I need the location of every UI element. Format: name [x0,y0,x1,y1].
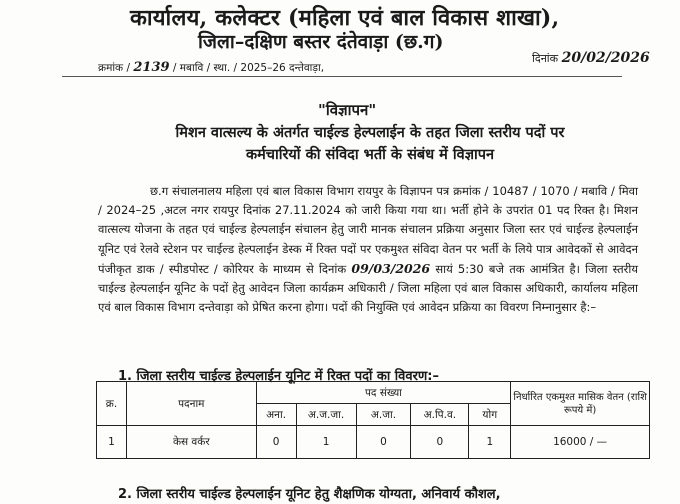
col-total-header: योग [469,404,511,426]
advertisement-title: "विज्ञापन" [318,101,377,119]
date-value: 20/02/2026 [561,50,650,66]
section-1-heading: 1. जिला स्तरीय चाईल्ड हेल्पलाईन यूनिट में रिक्त पदों का विवरण:– [118,369,439,384]
reference-number [98,60,324,75]
office-name: कार्यालय, कलेक्टर (महिला एवं बाल विकास शाखा), [130,5,560,31]
office-district: जिला–दक्षिण बस्तर दंतेवाड़ा (छ.ग) [198,31,444,53]
advertisement-subject [110,122,630,166]
row-sc: 0 [356,426,411,459]
section-2-heading: 2. जिला स्तरीय चाईल्ड हेल्पलाईन यूनिट हेतु शैक्षणिक योग्यता, अनिवार्य कौशल, [118,487,501,502]
col-sno-header: क्र. [97,382,127,426]
vacancy-table [96,381,650,459]
col-unreserved-header: अना. [256,404,296,426]
col-post-header: पदनाम [126,382,256,426]
col-obc-header: अ.पि.व. [411,404,469,426]
issue-date [532,50,650,66]
body-part-1: छ.ग संचालनालय महिला एवं बाल विकास विभाग रायपुर के विज्ञापन पत्र क्रमांक / 10487 / 1070 / मबावि / मिवा / 2024–25 ,अटल नगर रायपुर दिनांक 27.11.2024 को जारी किया गया था। भर्ती होने के उपरांत 01 पद रिक्त है। मिशन वात्सल्य योजना के तहत एवं चाईल्ड हेल्पलाईन संचालन हेतु जारी मानक संचालन प्रक्रिया अनुसार जिला स्तर एवं चाईल्ड हेल्पलाईन यूनिट एवं रेलवे स्टेशन पर चाईल्ड हेल्पलाईन डेस्क में रिक्त पदों पर एकमुश्त संविदा वेतन पर भर्ती के लिये पात्र आवेदकों से आवेदन पंजीकृत डाक / स्पीडपोस्ट / कोरियर के माध्यम से दिनांक [98,184,638,276]
table-row [97,426,650,459]
col-count-group-header: पद संख्या [256,382,511,404]
application-deadline: 09/03/2026 [351,260,431,276]
body-paragraph [98,182,638,317]
subject-line-2: कर्मचारियों की संविदा भर्ती के संबंध में विज्ञापन [245,147,495,163]
row-obc: 0 [411,426,469,459]
reference-handwritten-number: 2139 [133,60,170,75]
col-st-header: अ.ज.जा. [296,404,356,426]
date-label: दिनांक [532,52,559,65]
row-unreserved: 0 [256,426,296,459]
col-salary-header: निर्धारित एकमुश्त मासिक वेतन (राशि रूपये में) [511,382,650,426]
reference-suffix: / मबावि / स्था. / 2025–26 दन्तेवाड़ा, [172,62,325,74]
subject-line-1: मिशन वात्सल्य के अंतर्गत चाईल्ड हेल्पलाईन के तहत जिला स्तरीय पदों पर [175,125,565,141]
row-salary: 16000 / — [511,426,650,459]
row-st: 1 [296,426,356,459]
reference-prefix: क्रमांक / [98,62,131,74]
row-total: 1 [469,426,511,459]
body-part-2: सायं 5:30 बजे तक आमंत्रित है। जिला स्तरीय चाईल्ड हेल्पलाईन यूनिट के पदों हेतु आवेदन जिला कार्यक्रम अधिकारी / जिला महिला एवं बाल विकास अधिकारी, कार्यालय महिला एवं बाल विकास विभाग दन्तेवाड़ा को प्रेषित करना होगा। पदों की नियुक्ति एवं आवेदन प्रक्रिया का विवरण निम्नानुसार है:– [98,261,638,315]
row-sno: 1 [97,426,127,459]
header-divider [62,76,622,77]
col-sc-header: अ.जा. [356,404,411,426]
row-post: केस वर्कर [126,426,256,459]
